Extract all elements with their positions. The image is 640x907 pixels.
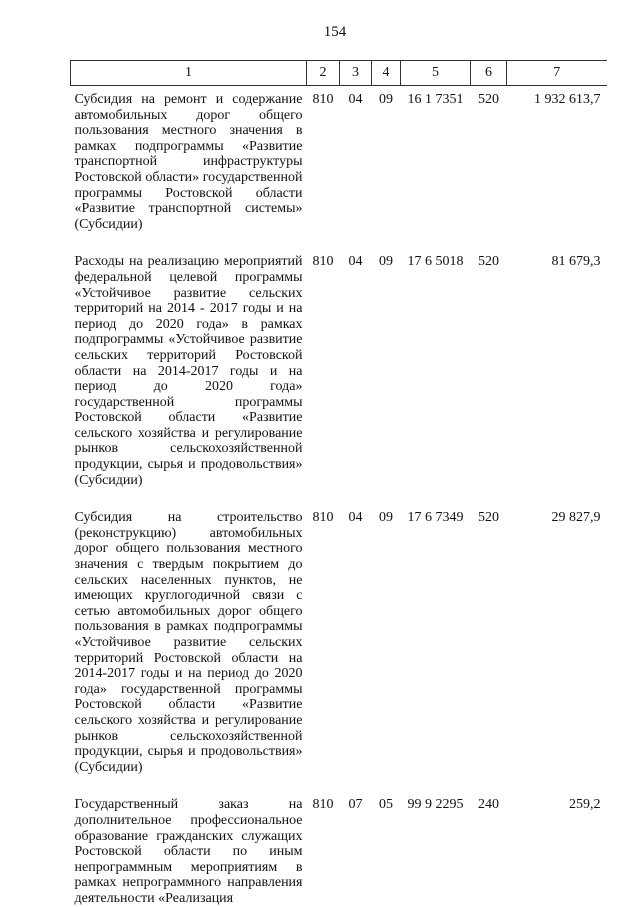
header-col-1: 1 [71,61,307,86]
header-row [71,61,607,86]
row-spacer [71,232,607,252]
row-code-ministry: 810 [312,92,334,107]
row-code-target: 17 6 7349 [407,510,464,526]
header-col-5: 5 [401,61,471,86]
header-col-3: 3 [340,61,372,86]
table-row [71,252,607,488]
row-code-section: 07 [348,797,363,813]
page-number: 154 [323,24,347,40]
header-col-4: 4 [372,61,401,86]
table-header [71,61,607,86]
header-col-6: 6 [471,61,507,86]
row-code-expense-type: 520 [478,510,499,526]
row-amount: 29 827,9 [551,510,601,526]
row-description: Субсидия на ремонт и содержание автомобильных дорог общего пользования местного значения в рамках подпрограммы «Развитие транспортной инфраструктуры Ростовской области» государственной программы Ростовской области «Развитие транспортной системы» (Субсидии) [74,92,303,232]
table-row [71,508,607,775]
row-amount: 1 932 613,7 [534,92,601,107]
row-code-section: 04 [348,510,363,526]
row-code-expense-type: 240 [478,797,499,813]
row-code-expense-type: 520 [478,254,499,270]
table-row [71,86,607,233]
row-code-ministry: 810 [312,510,334,526]
table-row [71,795,607,906]
row-amount: 259,2 [569,797,601,813]
budget-table [70,60,607,907]
row-code-subsection: 05 [379,797,393,813]
row-spacer [71,775,607,795]
row-code-target: 16 1 7351 [407,92,464,107]
row-code-target: 17 6 5018 [407,254,464,270]
row-code-expense-type: 520 [478,92,499,107]
row-code-subsection: 09 [379,510,393,526]
table-body [71,86,607,907]
row-amount: 81 679,3 [551,254,601,270]
header-col-7: 7 [507,61,607,86]
row-code-subsection: 09 [379,92,393,107]
row-code-ministry: 810 [312,797,334,813]
row-code-target: 99 9 2295 [407,797,464,813]
row-code-section: 04 [348,92,363,107]
header-col-2: 2 [307,61,340,86]
row-description: Субсидия на строительство (реконструкцию) автомобильных дорог общего пользования местного значения с твердым покрытием до сельских населенных пунктов, не имеющих круглогодичной связи с сетью автомобильных дорог общего пользования в рамках подпрограммы «Устойчивое развитие сельских территорий Ростовской области на 2014-2017 годы и на период до 2020 года» государственной программы Ростовской области «Развитие сельского хозяйства и регулирование рынков сельскохозяйственной продукции, сырья и продовольствия» (Субсидии) [74,510,303,775]
row-code-section: 04 [348,254,363,270]
row-code-ministry: 810 [312,254,334,270]
row-description: Расходы на реализацию мероприятий федеральной целевой программы «Устойчивое развитие сельских территорий на 2014 - 2017 годы и на период до 2020 года» в рамках подпрограммы «Устойчивое развитие сельских территорий Ростовской области на 2014-2017 годы и на период до 2020 года» государственной программы Ростовской области «Развитие сельского хозяйства и регулирование рынков сельскохозяйственной продукции, сырья и продовольствия» (Субсидии) [74,254,303,488]
row-spacer [71,488,607,508]
row-code-subsection: 09 [379,254,393,270]
row-description: Государственный заказ на дополнительное профессиональное образование гражданских служащих Ростовской области по иным непрограммным мероприятиям в рамках непрограммного направления деятельности «Реализация [74,797,303,906]
